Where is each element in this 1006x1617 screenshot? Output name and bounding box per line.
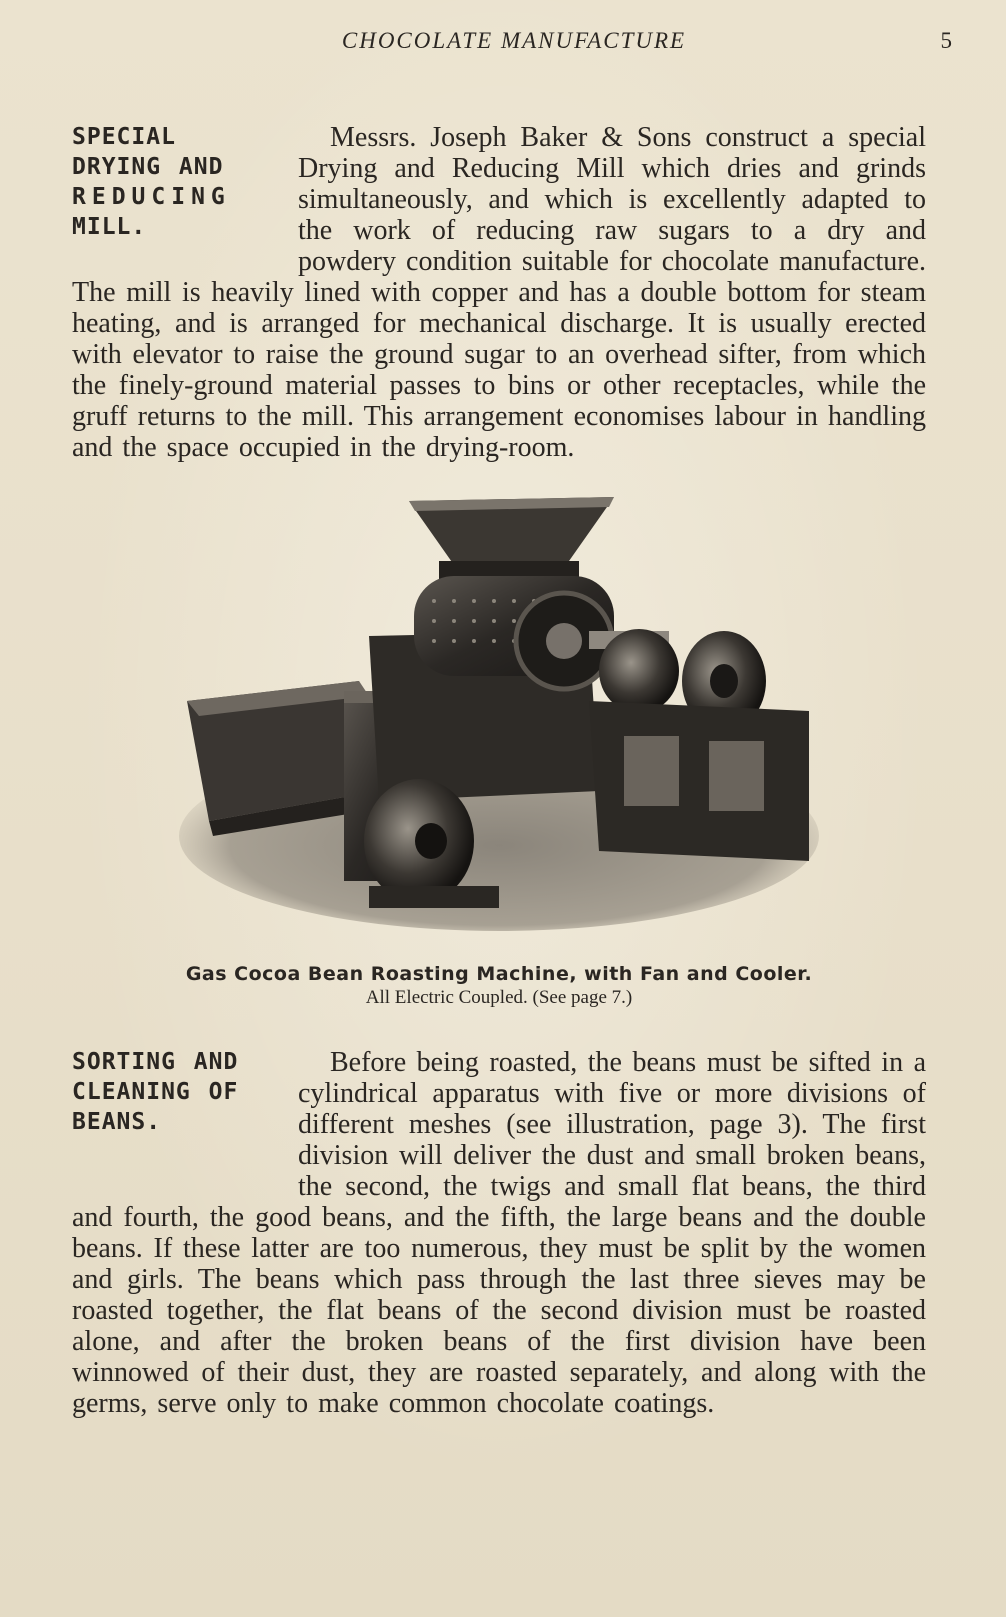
side-heading-line: SPECIAL [72,124,176,150]
machine-illustration [169,491,829,941]
running-title: CHOCOLATE MANUFACTURE [341,28,687,53]
body-paragraph: Messrs. Joseph Baker & Sons construct a special Drying and Reducing Mill which dries and grinds simultaneously, and which is excellently adapted to the work of reducing raw sugars to a dry and powdery condition suitable for chocolate manufacture. The mill is heavily lined with copper and has a double bottom for steam heating, and is arranged for mechanical discharge. It is usually erected with elevator to raise the ground sugar to an overhead sifter, from which the finely-ground material passes to bins or other receptacles, while the gruff returns to the mill. This arrangement economises labour in handling and the space occupied in the drying-room. [72,122,926,463]
side-heading-line: SORTING AND [72,1049,239,1075]
roasting-machine-engraving [169,491,829,941]
motor-base [589,701,809,861]
caption-title: Gas Cocoa Bean Roasting Machine, with Fan and Cooler. [185,963,813,985]
section-sorting-beans [72,1047,926,1419]
side-heading-line: REDUCING [72,184,231,210]
side-heading [72,122,298,277]
section-drying-mill [72,122,926,463]
running-head [102,28,952,62]
body-paragraph: Before being roasted, the beans must be sifted in a cylindrical apparatus with five or more divisions of different meshes (see illustration, page 3). The first division will deliver the dust and small broken beans, the second, the twigs and small flat beans, the third and fourth, the good beans, and the fifth, the large beans and the double beans. If these latter are too numerous, they must be split by the women and girls. The beans which pass through the last three sieves may be roasted together, the flat beans of the second division must be roasted alone, and after the broken beans of the first division have been winnowed of their dust, they are roasted separately, and along with the germs, serve only to make common chocolate coatings. [72,1047,926,1419]
fan-housing [599,629,679,713]
side-heading-line: MILL. [72,214,147,240]
side-heading-line: BEANS. [72,1109,162,1135]
side-heading [72,1047,298,1173]
page-number: 5 [940,28,952,53]
caption-subtitle: All Electric Coupled. (See page 7.) [365,987,633,1008]
side-heading-line: CLEANING OF [72,1079,239,1105]
figure-caption [72,963,926,1009]
side-heading-line: DRYING AND [72,154,224,180]
